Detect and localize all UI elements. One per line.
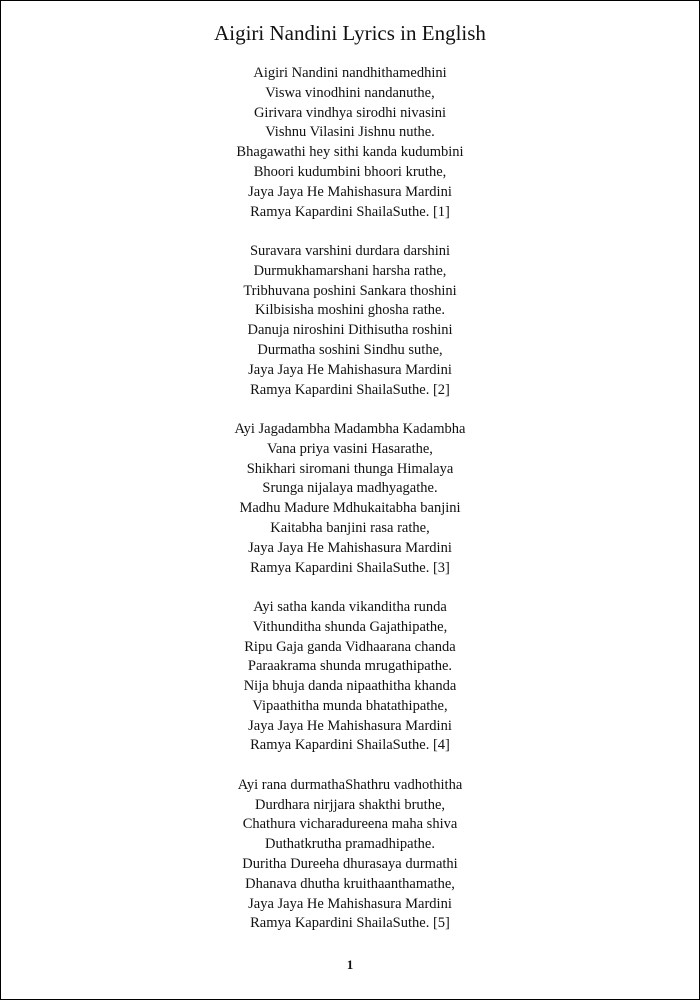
- verse-2: [1, 242, 699, 400]
- verse-line: Duritha Dureeha dhurasaya durmathi: [242, 856, 458, 873]
- verse-line: Vithunditha shunda Gajathipathe,: [252, 618, 448, 635]
- verse-line: Bhagawathi hey sithi kanda kudumbini: [236, 144, 464, 161]
- verse-4: [1, 598, 699, 756]
- verse-line: Srunga nijalaya madhyagathe.: [262, 480, 438, 497]
- verse-line: Durmukhamarshani harsha rathe,: [253, 262, 447, 279]
- page-number: 1: [346, 957, 354, 972]
- verse-1: [1, 64, 699, 222]
- verse-line: Vishnu Vilasini Jishnu nuthe.: [265, 124, 435, 141]
- verse-line: Viswa vinodhini nandanuthe,: [265, 84, 435, 101]
- document-title: Aigiri Nandini Lyrics in English: [214, 21, 486, 45]
- verse-line: Ayi satha kanda vikanditha runda: [253, 598, 447, 615]
- verse-line: Dhanava dhutha kruithaanthamathe,: [245, 875, 455, 892]
- verse-line: Ramya Kapardini ShailaSuthe. [4]: [250, 737, 450, 754]
- verse-line: Vana priya vasini Hasarathe,: [267, 440, 433, 457]
- verse-line: Chathura vicharadureena maha shiva: [242, 816, 458, 833]
- verse-line: Kilbisisha moshini ghosha rathe.: [254, 302, 446, 319]
- verse-line: Paraakrama shunda mrugathipathe.: [247, 658, 453, 675]
- verse-line: Kaitabha banjini rasa rathe,: [270, 519, 430, 536]
- verse-line: Tribhuvana poshini Sankara thoshini: [243, 282, 457, 299]
- verse-line: Jaya Jaya He Mahishasura Mardini: [248, 717, 452, 734]
- verse-line: Ripu Gaja ganda Vidhaarana chanda: [244, 638, 456, 655]
- verse-line: Jaya Jaya He Mahishasura Mardini: [248, 895, 452, 912]
- verse-line: Bhoori kudumbini bhoori kruthe,: [253, 163, 447, 180]
- verse-line: Duthatkrutha pramadhipathe.: [265, 836, 435, 853]
- verse-line: Durdhara nirjjara shakthi bruthe,: [254, 796, 446, 813]
- verse-line: Danuja niroshini Dithisutha roshini: [247, 322, 453, 339]
- verse-line: Aigiri Nandini nandhithamedhini: [253, 65, 447, 81]
- verse-line: Jaya Jaya He Mahishasura Mardini: [248, 361, 452, 378]
- verse-line: Ramya Kapardini ShailaSuthe. [5]: [250, 915, 450, 932]
- verse-line: Suravara varshini durdara darshini: [249, 242, 451, 259]
- verse-line: Shikhari siromani thunga Himalaya: [246, 460, 454, 477]
- verse-line: Vipaathitha munda bhatathipathe,: [252, 697, 448, 714]
- verse-line: Ayi Jagadambha Madambha Kadambha: [234, 420, 466, 437]
- verse-line: Jaya Jaya He Mahishasura Mardini: [248, 539, 452, 556]
- verse-line: Durmatha soshini Sindhu suthe,: [257, 341, 443, 358]
- verse-line: Ramya Kapardini ShailaSuthe. [1]: [250, 203, 450, 220]
- verses-container: [1, 64, 699, 954]
- verse-line: Ayi rana durmathaShathru vadhothitha: [237, 776, 463, 793]
- verse-line: Girivara vindhya sirodhi nivasini: [253, 104, 447, 121]
- verse-line: Ramya Kapardini ShailaSuthe. [3]: [250, 559, 450, 576]
- verse-line: Madhu Madure Mdhukaitabha banjini: [239, 500, 461, 517]
- verse-line: Jaya Jaya He Mahishasura Mardini: [248, 183, 452, 200]
- verse-line: Ramya Kapardini ShailaSuthe. [2]: [250, 381, 450, 398]
- verse-line: Nija bhuja danda nipaathitha khanda: [243, 678, 457, 695]
- verse-3: [1, 420, 699, 578]
- verse-5: [1, 776, 699, 934]
